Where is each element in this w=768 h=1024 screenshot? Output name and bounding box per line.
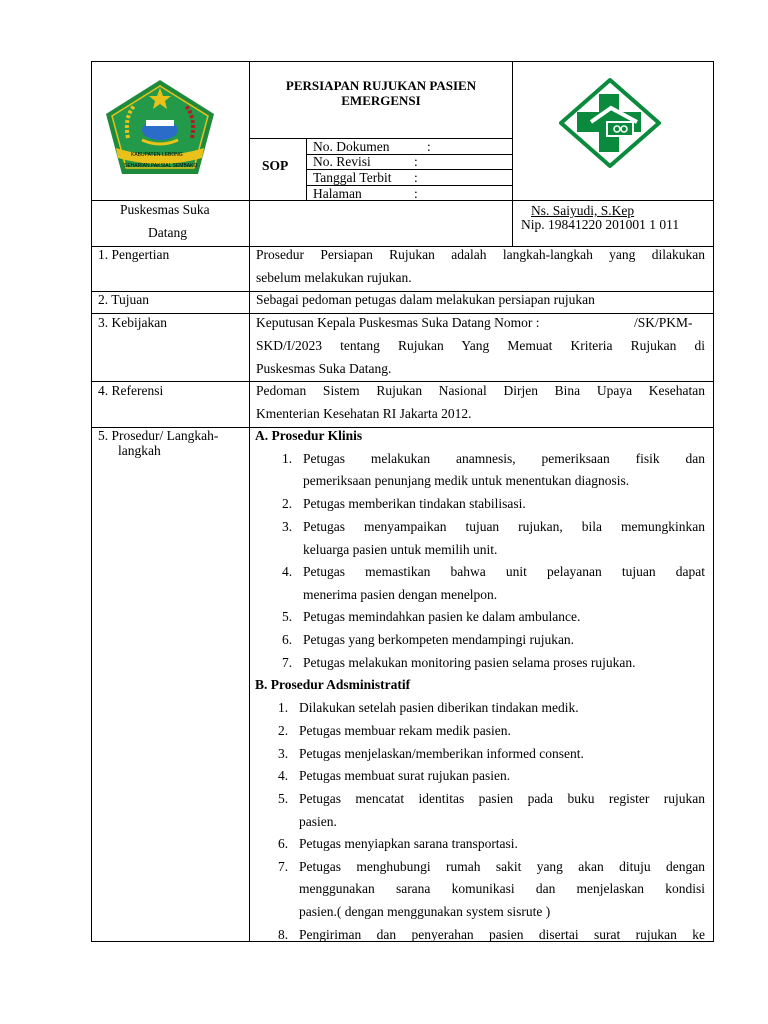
referensi-text-line2: Kmenterian Kesehatan RI Jakarta 2012. <box>256 406 472 421</box>
table-border-right <box>713 61 714 942</box>
row-label-prosedur-line2: langkah <box>118 443 161 458</box>
table-border-top <box>91 61 714 62</box>
list-item-text: Petugas melakukan anamnesis, pemeriksaan fisik dan <box>303 451 705 466</box>
row-label-tujuan: 2. Tujuan <box>98 292 150 307</box>
list-item-text-cont: keluarga pasien untuk memilih unit. <box>303 542 498 557</box>
kebijakan-text-line1a: Keputusan Kepala Puskesmas Suka Datang Nomor : <box>256 315 540 330</box>
puskesmas-name-line2: Datang <box>148 225 187 240</box>
referensi-text-line1: Pedoman Sistem Rujukan Nasional Dirjen Bina Upaya Kesehatan <box>256 383 705 398</box>
list-item-text-cont: menerima pasien dengan menelpon. <box>303 587 498 602</box>
row-label-kebijakan: 3. Kebijakan <box>98 315 167 330</box>
list-item-number: 2. <box>282 496 293 511</box>
list-item-number: 5. <box>282 609 293 624</box>
row-label-prosedur: 5. Prosedur/ Langkah- <box>98 428 219 443</box>
signer-name: Ns. Saiyudi, S.Kep <box>531 203 635 218</box>
field-no-revisi-label: No. Revisi <box>313 154 371 169</box>
list-item-text: Petugas membuat surat rujukan pasien. <box>299 768 511 783</box>
kebijakan-text-line2: SKD/I/2023 tentang Rujukan Yang Memuat Kriteria Rujukan di <box>256 338 705 353</box>
list-item-number: 3. <box>278 746 289 761</box>
section-heading-klinis: A. Prosedur Klinis <box>255 428 363 443</box>
kebijakan-text-line3: Puskesmas Suka Datang. <box>256 361 392 376</box>
list-item-text-cont: menggunakan sarana komunikasi dan menjelaskan kondisi <box>299 881 705 896</box>
list-item-number: 5. <box>278 791 289 806</box>
list-item-number: 8. <box>278 927 289 942</box>
list-item-text-cont: pemeriksaan penunjang medik untuk menentukan diagnosis. <box>303 473 630 488</box>
divider <box>91 381 714 382</box>
list-item-text: Petugas menghubungi rumah sakit yang akan dituju dengan <box>299 859 705 874</box>
field-no-dokumen-sep: : <box>427 139 431 154</box>
list-item-text: Petugas memberikan tindakan stabilisasi. <box>303 496 526 511</box>
list-item-text-cont: pasien. <box>299 814 337 829</box>
field-tanggal-terbit-sep: : <box>414 170 418 185</box>
row-label-pengertian: 1. Pengertian <box>98 247 170 262</box>
field-no-revisi-sep: : <box>414 154 418 169</box>
list-item-number: 4. <box>282 564 293 579</box>
signer-nip: Nip. 19841220 201001 1 011 <box>521 217 680 232</box>
field-no-dokumen-label: No. Dokumen <box>313 139 390 154</box>
list-item-number: 2. <box>278 723 289 738</box>
list-item-number: 1. <box>278 700 289 715</box>
field-halaman-label: Halaman <box>313 186 362 201</box>
tujuan-text: Sebagai pedoman petugas dalam melakukan persiapan rujukan <box>256 292 595 307</box>
list-item-text: Petugas yang berkompeten mendampingi rujukan. <box>303 632 575 647</box>
field-halaman-sep: : <box>414 186 418 201</box>
list-item-number: 6. <box>282 632 293 647</box>
table-border-left <box>91 61 92 942</box>
list-item-text: Petugas melakukan monitoring pasien selama proses rujukan. <box>303 655 636 670</box>
list-item-text: Petugas membuar rekam medik pasien. <box>299 723 511 738</box>
list-item-text: Petugas menyiapkan sarana transportasi. <box>299 836 518 851</box>
list-item-number: 4. <box>278 768 289 783</box>
section-heading-administratif: B. Prosedur Adsministratif <box>255 677 411 692</box>
list-item-text: Petugas menyampaikan tujuan rujukan, bila memungkinkan <box>303 519 705 534</box>
puskesmas-cross-logo <box>557 78 663 168</box>
emblem-banner-text-bottom: SEHARIAN PAKSIAL SEMBAKO <box>124 163 198 169</box>
pengertian-text-line1: Prosedur Persiapan Rujukan adalah langkah-langkah yang dilakukan <box>256 247 705 262</box>
field-tanggal-terbit-label: Tanggal Terbit <box>313 170 392 185</box>
list-item-text: Dilakukan setelah pasien diberikan tindakan medik. <box>299 700 579 715</box>
document-title-line2: EMERGENSI <box>341 93 421 108</box>
list-item-number: 1. <box>282 451 293 466</box>
sop-label: SOP <box>262 158 289 173</box>
list-item-text: Petugas memindahkan pasien ke dalam ambulance. <box>303 609 581 624</box>
row-label-referensi: 4. Referensi <box>98 383 164 398</box>
list-item-number: 3. <box>282 519 293 534</box>
emblem-banner-text-top: KABUPATEN LEBONG <box>131 152 183 158</box>
list-item-text: Petugas memastikan bahwa unit pelayanan tujuan dapat <box>303 564 705 579</box>
kebijakan-text-line1b: /SK/PKM- <box>634 315 693 330</box>
document-title-line1: PERSIAPAN RUJUKAN PASIEN <box>285 78 477 93</box>
puskesmas-name-line1: Puskesmas Suka <box>120 202 210 217</box>
list-item-number: 6. <box>278 836 289 851</box>
list-item-text-cont: pasien.( dengan menggunakan system sisrute ) <box>299 904 551 919</box>
divider <box>91 200 714 201</box>
pengertian-text-line2: sebelum melakukan rujukan. <box>256 270 412 285</box>
list-item-text: Petugas mencatat identitas pasien pada buku register rujukan <box>299 791 705 806</box>
list-item-number: 7. <box>278 859 289 874</box>
divider <box>91 313 714 314</box>
list-item-text: Pengiriman dan penyerahan pasien disertai surat rujukan ke <box>299 927 705 942</box>
list-item-text: Petugas menjelaskan/memberikan informed consent. <box>299 746 584 761</box>
divider <box>249 246 250 942</box>
list-item-number: 7. <box>282 655 293 670</box>
